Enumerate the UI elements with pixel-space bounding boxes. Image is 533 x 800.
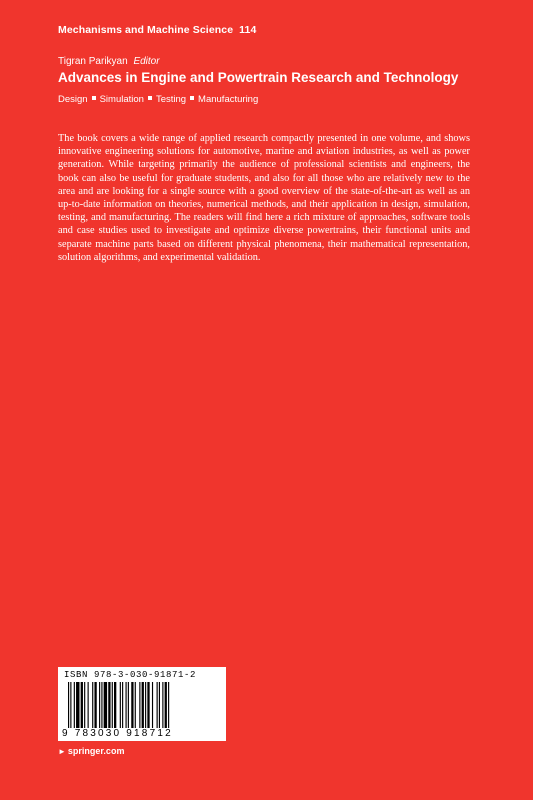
editor-name: Tigran Parikyan	[58, 56, 128, 67]
publisher-website	[58, 746, 124, 756]
subtitle-separator	[92, 96, 96, 100]
subtitle-manufacturing: Manufacturing	[198, 94, 259, 105]
website-link: springer.com	[67, 746, 125, 756]
series-name: Mechanisms and Machine Science	[58, 24, 234, 36]
subtitle-separator	[148, 96, 152, 100]
barcode	[58, 667, 226, 741]
series-line	[58, 24, 256, 36]
isbn-label: ISBN 978-3-030-91871-2	[64, 670, 197, 680]
barcode-bars	[68, 682, 218, 728]
series-number: 114	[239, 24, 257, 36]
subtitle-simulation: Simulation	[99, 94, 144, 105]
editor-role: Editor	[133, 56, 160, 67]
book-title: Advances in Engine and Powertrain Research and Technology	[58, 70, 459, 85]
barcode-digits: 9 783030 918712	[62, 728, 173, 739]
book-subtitle	[58, 94, 258, 105]
subtitle-design: Design	[58, 94, 88, 105]
editor-line	[58, 56, 160, 67]
subtitle-separator	[190, 96, 194, 100]
subtitle-testing: Testing	[155, 94, 187, 105]
book-description: The book covers a wide range of applied research compactly presented in one volume, and shows innovative engineering solutions for automotive, marine and aviation industries, as well as power generation. While targeting primarily the audience of professional scientists and engineers, the book can also be useful for graduate students, and also for all those who are relatively new to the area and are looking for a single source with a good overview of the state-of-the-art as well as an up-to-date information on theories, numerical methods, and their application in design, simulation, testing, and manufacturing. The readers will find here a rich mixture of approaches, software tools and case studies used to investigate and optimize diverse powertrains, their functional units and separate machine parts based on different physical phenomena, their mathematical representation, solution algorithms, and experimental validation.	[58, 133, 470, 263]
arrow-right-icon: ►	[58, 747, 66, 756]
